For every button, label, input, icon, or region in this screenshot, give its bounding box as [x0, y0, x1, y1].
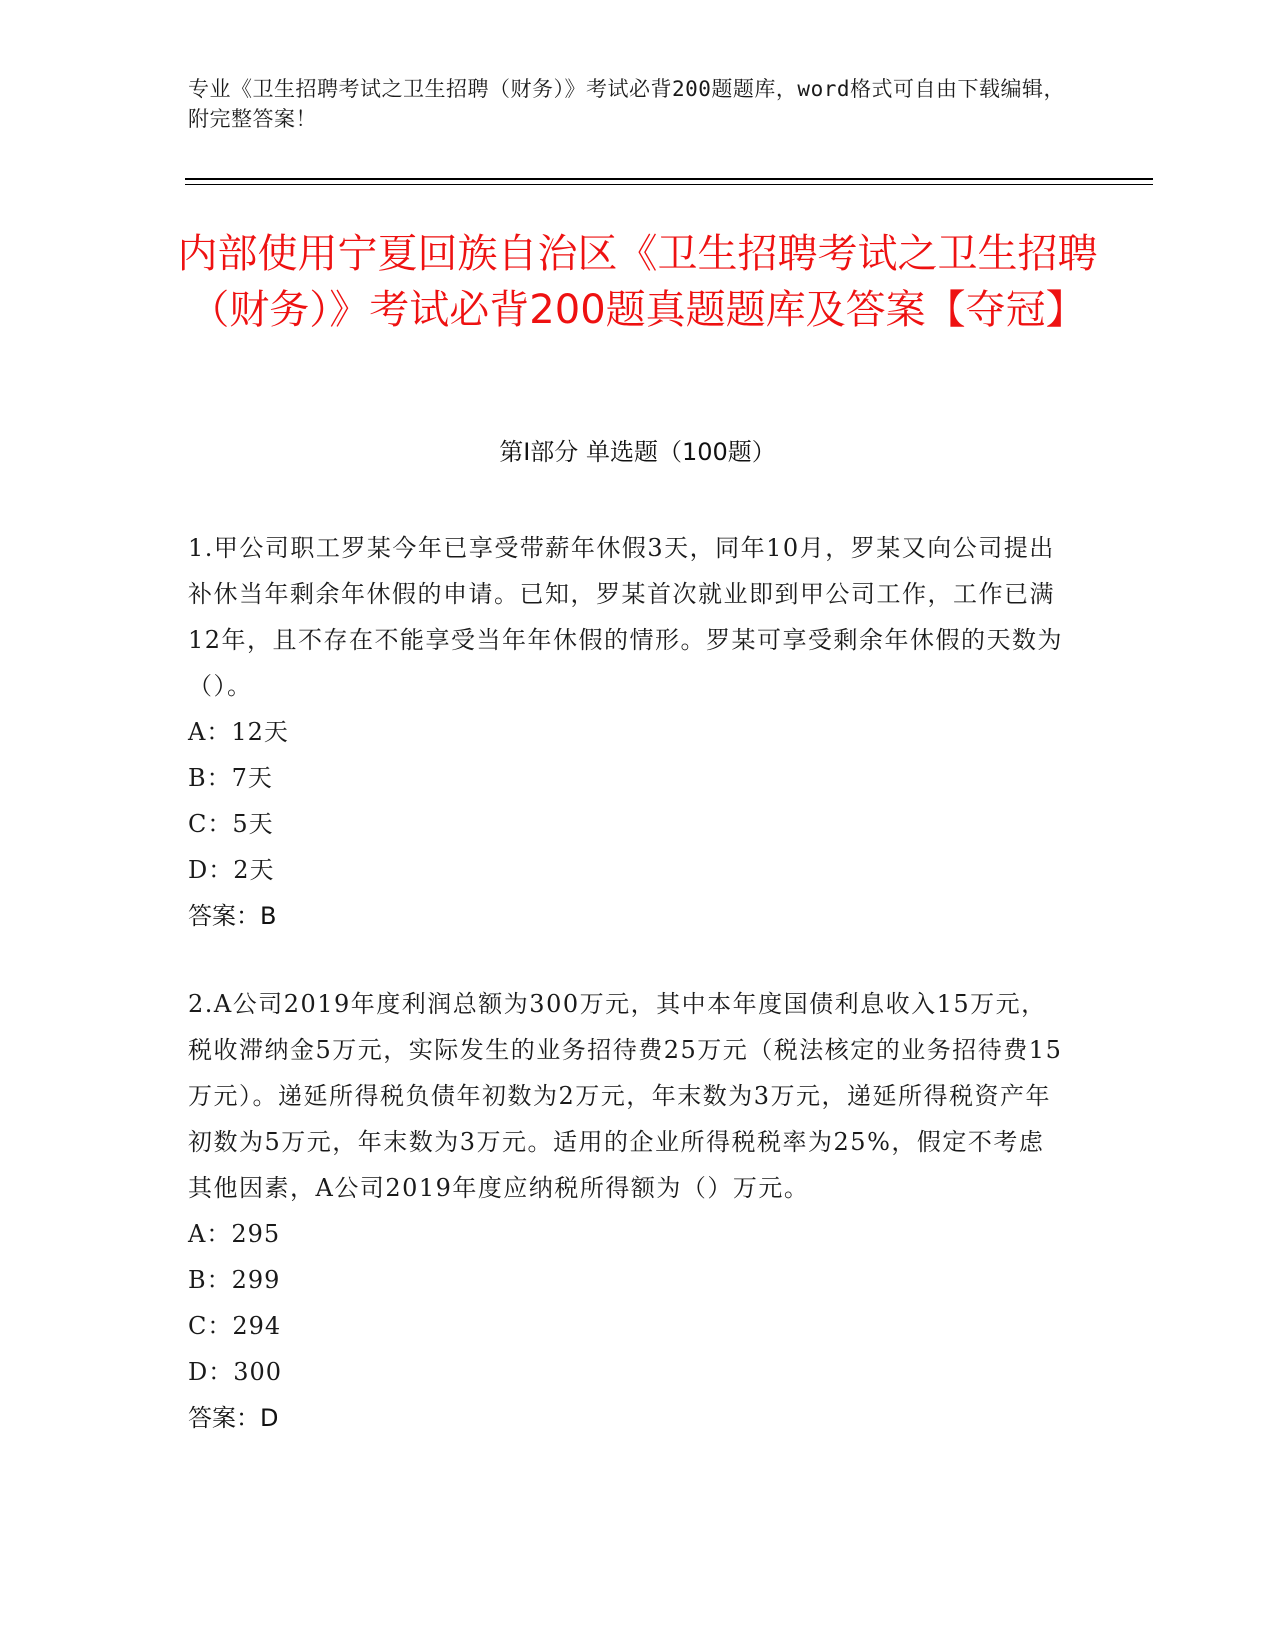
header-divider-thick: [185, 178, 1153, 180]
option-c: C：294: [188, 1312, 282, 1340]
answer: 答案：B: [188, 902, 277, 930]
option-d: D：2天: [188, 856, 275, 884]
option-d: D：300: [188, 1358, 283, 1386]
question-1: [188, 525, 1068, 939]
section-title: 第Ⅰ部分 单选题（100题）: [499, 438, 776, 466]
option-a: A：12天: [188, 718, 289, 746]
question-stem: 1.甲公司职工罗某今年已享受带薪年休假3天，同年10月，罗某又向公司提出补休当年剩余年休假的申请。已知，罗某首次就业即到甲公司工作，工作已满12年，且不存在不能享受当年年休假的情形。罗某可享受剩余年休假的天数为（）。: [188, 534, 1064, 700]
header-note: 专业《卫生招聘考试之卫生招聘（财务）》考试必背200题题库，word格式可自由下载编辑，附完整答案！: [188, 77, 1065, 131]
option-c: C：5天: [188, 810, 274, 838]
answer: 答案：D: [188, 1404, 279, 1432]
option-b: B：299: [188, 1266, 281, 1294]
header-divider-thin: [185, 184, 1153, 185]
option-b: B：7天: [188, 764, 273, 792]
question-stem: 2.A公司2019年度利润总额为300万元，其中本年度国债利息收入15万元，税收滞纳金5万元，实际发生的业务招待费25万元（税法核定的业务招待费15万元）。递延所得税负债年初数为2万元，年末数为3万元，递延所得税资产年初数为5万元，年末数为3万元。适用的企业所得税税率为25%，假定不考虑其他因素，A公司2019年度应纳税所得额为（）万元。: [188, 990, 1063, 1202]
option-a: A：295: [188, 1220, 281, 1248]
document-title: 内部使用宁夏回族自治区《卫生招聘考试之卫生招聘（财务）》考试必背200题真题题库及答案【夺冠】: [177, 231, 1098, 333]
question-2: [188, 981, 1068, 1441]
